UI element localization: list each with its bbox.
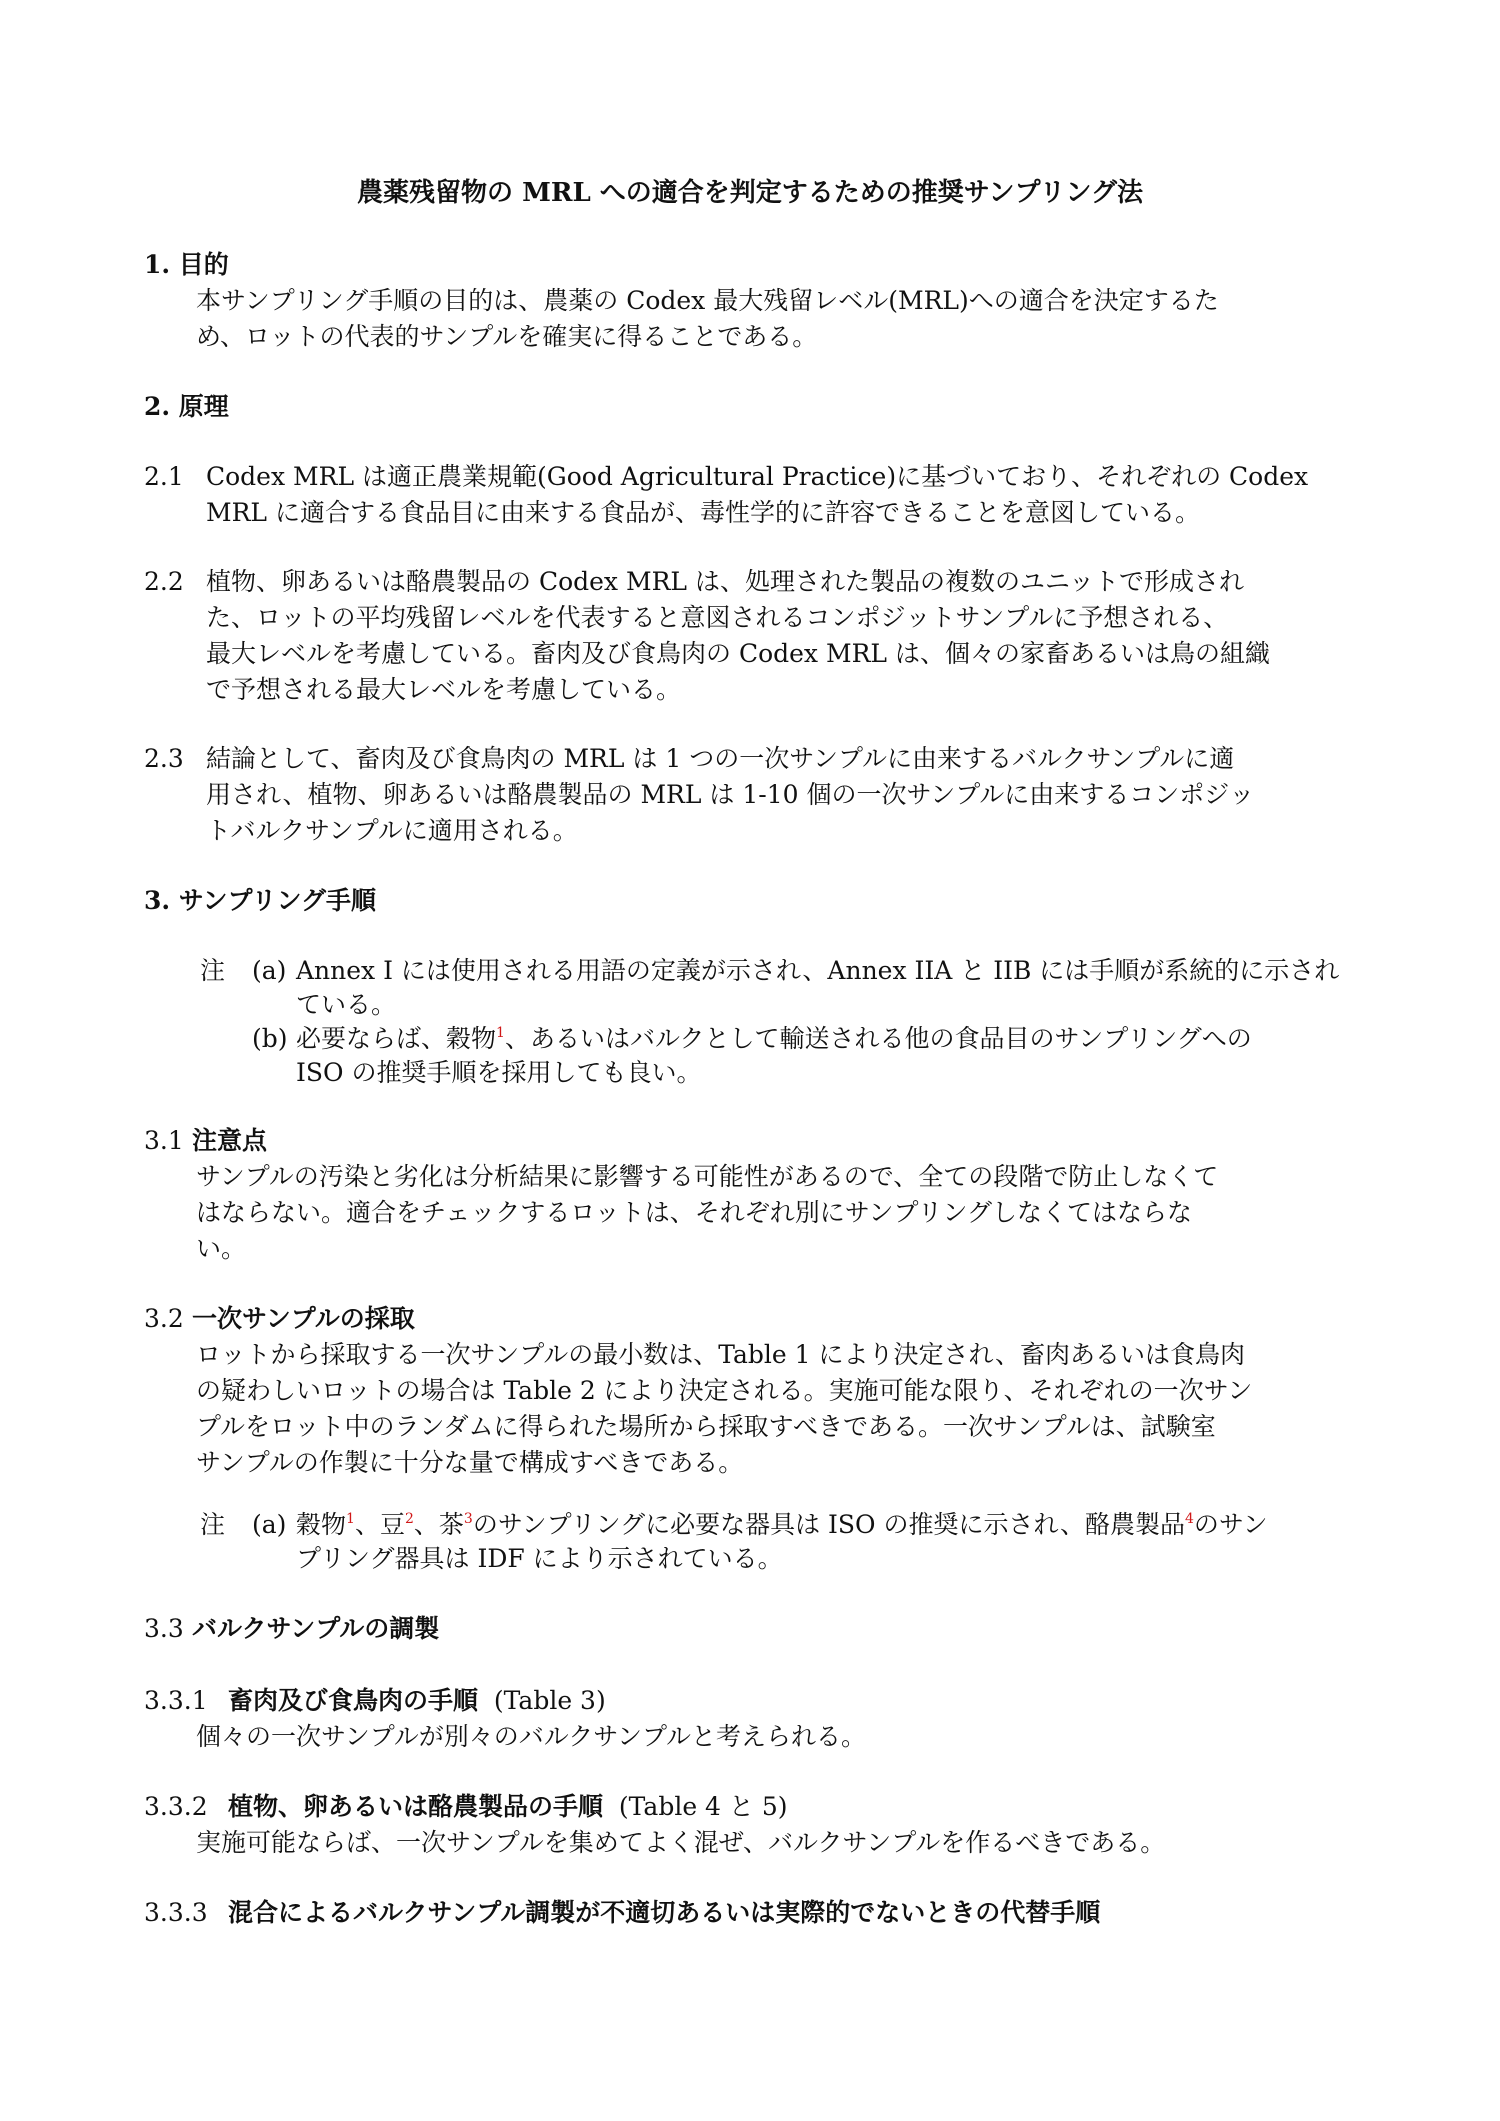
footnote-marker: 3: [463, 1511, 473, 1527]
footnote-marker: 2: [404, 1511, 414, 1527]
subsection-3-2-line: ロットから採取する一次サンプルの最小数は、Table 1 により決定され、畜肉あるいは食鳥肉: [196, 1340, 1245, 1369]
subsection-number: 3.3: [144, 1614, 184, 1643]
paragraph-2-3-line: トバルクサンプルに適用される。: [206, 816, 578, 845]
note-b-line: ISO の推奨手順を採用しても良い。: [296, 1058, 702, 1087]
subsection-3-3-1-heading: [228, 1684, 606, 1718]
section-1-line: 本サンプリング手順の目的は、農薬の Codex 最大残留レベル(MRL)への適合を決定するた: [196, 286, 1219, 315]
section-2-heading: 2. 原理: [144, 392, 229, 421]
subsection-3-1-line: い。: [196, 1234, 247, 1263]
note-label: 注: [200, 1510, 226, 1539]
note-b-line: [296, 1022, 1252, 1060]
subsection-3-1-title: 注意点: [192, 1126, 268, 1155]
note-item-label: (b): [252, 1024, 288, 1053]
subsection-3-3-2-heading: [228, 1790, 788, 1824]
note-label: 注: [200, 956, 226, 985]
subsection-number: 3.2: [144, 1304, 184, 1333]
subsection-number: 3.3.2: [144, 1792, 208, 1821]
subsection-3-3-title: バルクサンプルの調製: [192, 1614, 440, 1643]
footnote-marker: 1: [346, 1511, 355, 1527]
subsection-3-3-1-line: 個々の一次サンプルが別々のバルクサンプルと考えられる。: [196, 1722, 867, 1751]
note-2a-line: プリング器具は IDF により示されている。: [296, 1544, 783, 1573]
subsection-number: 3.1: [144, 1126, 184, 1155]
subsection-number: 3.3.3: [144, 1898, 208, 1927]
subsection-3-3-2-line: 実施可能ならば、一次サンプルを集めてよく混ぜ、バルクサンプルを作るべきである。: [196, 1828, 1166, 1857]
paragraph-number: 2.3: [144, 744, 184, 773]
subsection-3-2-line: プルをロット中のランダムに得られた場所から採取すべきである。一次サンプルは、試験室: [196, 1412, 1216, 1441]
subsection-3-3-2-title: 植物、卵あるいは酪農製品の手順: [228, 1792, 604, 1821]
subsection-number: 3.3.1: [144, 1686, 208, 1715]
subsection-3-3-1-title: 畜肉及び食鳥肉の手順: [228, 1686, 479, 1715]
note-2a-text: 、茶: [413, 1510, 464, 1539]
footnote-marker: 4: [1184, 1511, 1194, 1527]
note-2a-text: のサン: [1193, 1510, 1268, 1539]
section-3-heading: 3. サンプリング手順: [144, 886, 377, 915]
subsection-3-2-line: サンプルの作製に十分な量で構成すべきである。: [196, 1448, 744, 1477]
paragraph-2-2-line: で予想される最大レベルを考慮している。: [206, 675, 682, 704]
subsection-3-1-line: サンプルの汚染と劣化は分析結果に影響する可能性があるので、全ての段階で防止しなくて: [196, 1162, 1219, 1191]
paragraph-2-2-line: 植物、卵あるいは酪農製品の Codex MRL は、処理された製品の複数のユニットで形成され: [206, 567, 1244, 596]
paragraph-2-3-line: 結論として、畜肉及び食鳥肉の MRL は 1 つの一次サンプルに由来するバルクサンプルに適: [206, 744, 1235, 773]
section-1-heading: 1. 目的: [144, 250, 229, 279]
table-reference: (Table 3): [493, 1686, 606, 1715]
paragraph-number: 2.1: [144, 462, 184, 491]
paragraph-2-1-line: MRL に適合する食品目に由来する食品が、毒性学的に許容できることを意図している。: [206, 498, 1200, 527]
note-a-line: Annex I には使用される用語の定義が示され、Annex IIA と IIB には手順が系統的に示され: [296, 956, 1340, 985]
note-item-label: (a): [252, 1510, 287, 1539]
subsection-3-2-line: の疑わしいロットの場合は Table 2 により決定される。実施可能な限り、それぞれの一次サン: [196, 1376, 1253, 1405]
document-title: 農薬残留物の MRL への適合を判定するための推奨サンプリング法: [357, 178, 1143, 208]
note-2a-text: 、豆: [354, 1510, 405, 1539]
note-2a-text: のサンプリングに必要な器具は ISO の推奨に示され、酪農製品: [472, 1510, 1185, 1539]
note-b-text: 必要ならば、穀物: [296, 1024, 497, 1053]
note-b-text: 、あるいはバルクとして輸送される他の食品目のサンプリングへの: [504, 1024, 1252, 1053]
subsection-3-1-line: はならない。適合をチェックするロットは、それぞれ別にサンプリングしなくてはならな: [196, 1198, 1193, 1227]
footnote-marker: 1: [496, 1025, 505, 1041]
subsection-3-2-title: 一次サンプルの採取: [192, 1304, 415, 1333]
note-2a-text: 穀物: [296, 1510, 347, 1539]
paragraph-2-2-line: た、ロットの平均残留レベルを代表すると意図されるコンポジットサンプルに予想される、: [206, 603, 1229, 632]
section-1-line: め、ロットの代表的サンプルを確実に得ることである。: [196, 322, 818, 351]
table-reference: (Table 4 と 5): [618, 1792, 788, 1821]
paragraph-2-3-line: 用され、植物、卵あるいは酪農製品の MRL は 1-10 個の一次サンプルに由来するコンポジッ: [206, 780, 1255, 809]
subsection-3-3-3-title: 混合によるバルクサンプル調製が不適切あるいは実際的でないときの代替手順: [228, 1898, 1101, 1927]
note-item-label: (a): [252, 956, 287, 985]
note-a-line: ている。: [296, 990, 397, 1019]
paragraph-2-2-line: 最大レベルを考慮している。畜肉及び食鳥肉の Codex MRL は、個々の家畜あるいは鳥の組織: [206, 639, 1270, 668]
paragraph-2-1-line: Codex MRL は適正農業規範(Good Agricultural Practice)に基づいており、それぞれの Codex: [206, 462, 1309, 491]
paragraph-number: 2.2: [144, 567, 184, 596]
note-2a-line: [296, 1508, 1268, 1546]
